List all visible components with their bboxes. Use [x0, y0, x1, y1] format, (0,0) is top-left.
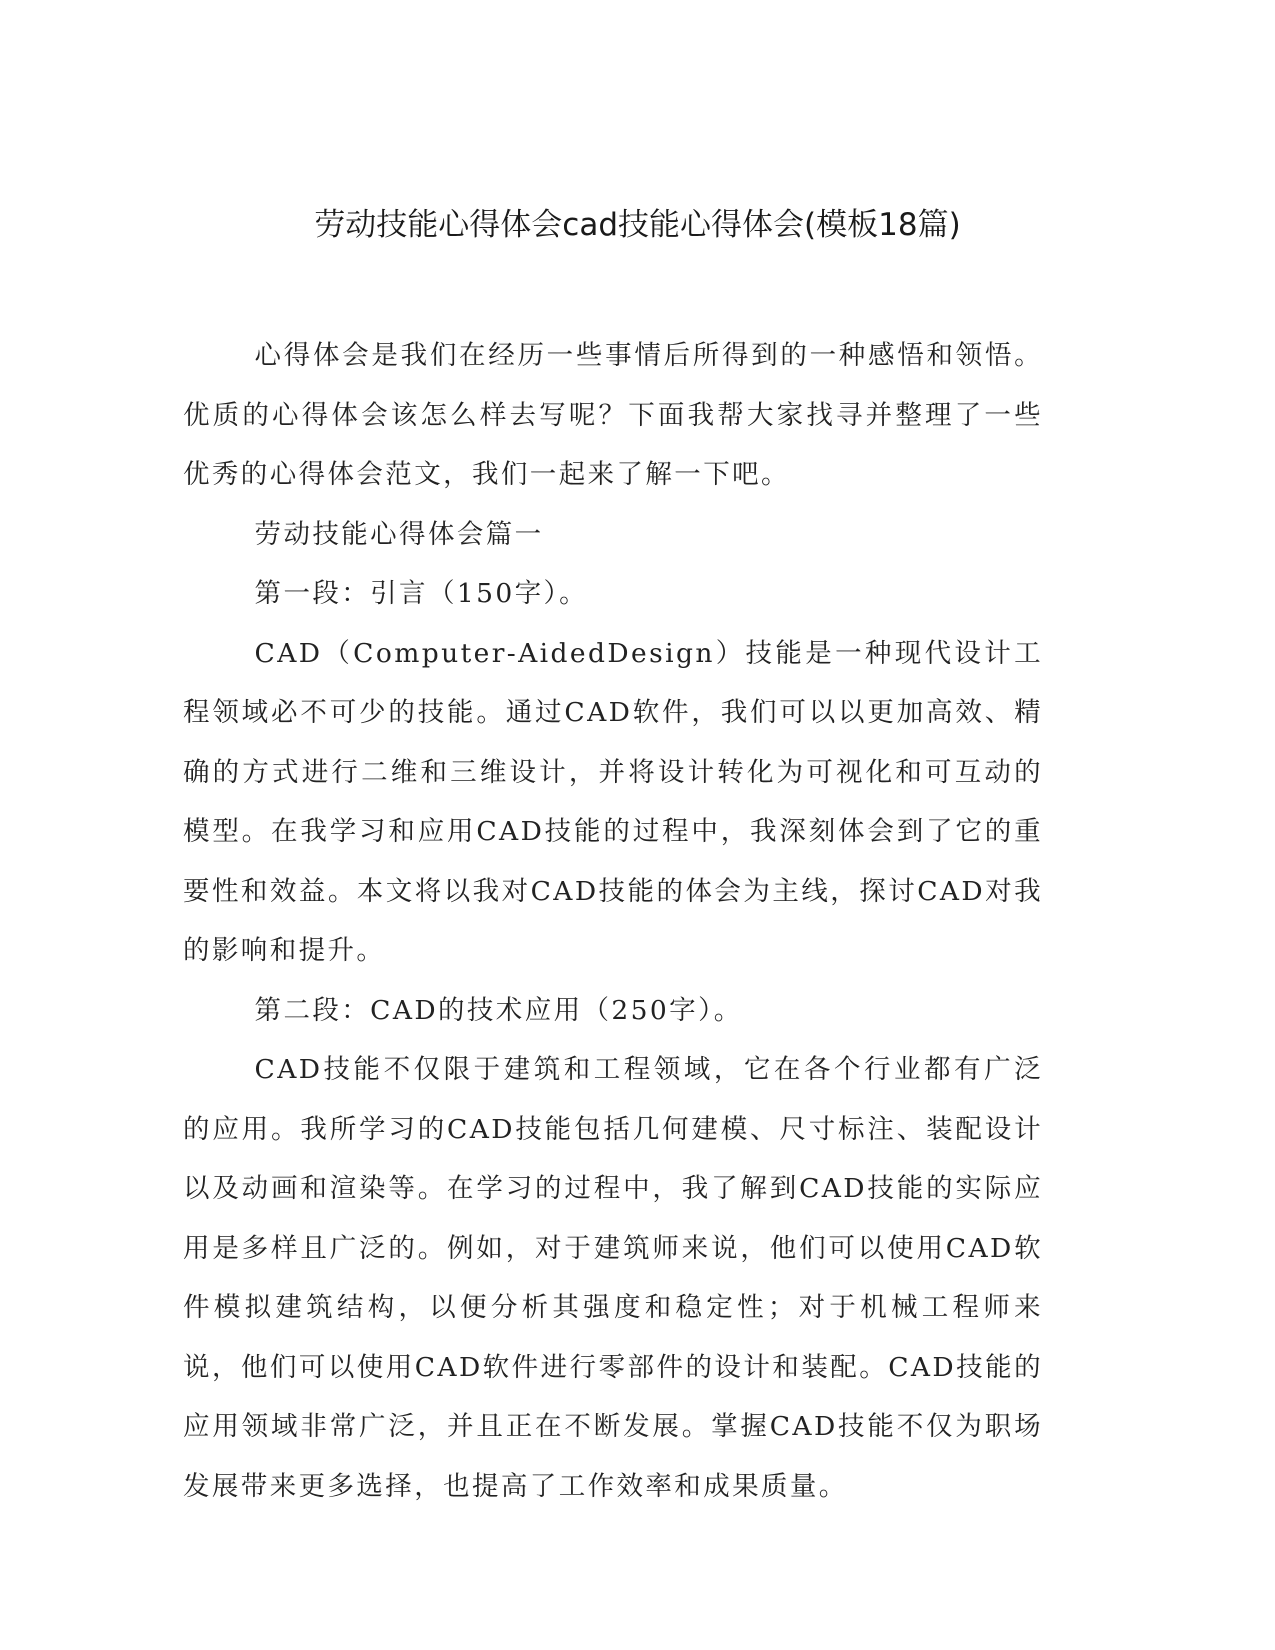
subsection-heading: 第一段：引言（150字）。	[254, 578, 589, 609]
intro-paragraph: 心得体会是我们在经历一些事情后所得到的一种感悟和领悟。优质的心得体会该怎么样去写呢？下面我帮大家找寻并整理了一些优秀的心得体会范文，我们一起来了解一下吧。	[183, 340, 1043, 490]
document-body	[183, 326, 1043, 1516]
document-title: 劳动技能心得体会cad技能心得体会(模板18篇)	[314, 207, 961, 243]
subsection-heading: 第二段：CAD的技术应用（250字）。	[254, 994, 743, 1026]
body-paragraph: CAD（Computer-AidedDesign）技能是一种现代设计工程领域必不可少的技能。通过CAD软件，我们可以以更加高效、精确的方式进行二维和三维设计，并将设计转化为可视化和可互动的模型。在我学习和应用CAD技能的过程中，我深刻体会到了它的重要性和效益。本文将以我对CAD技能的体会为主线，探讨CAD对我的影响和提升。	[183, 637, 1043, 966]
section-heading: 劳动技能心得体会篇一	[254, 518, 544, 550]
body-paragraph: CAD技能不仅限于建筑和工程领域，它在各个行业都有广泛的应用。我所学习的CAD技能包括几何建模、尺寸标注、装配设计以及动画和渲染等。在学习的过程中，我了解到CAD技能的实际应用是多样且广泛的。例如，对于建筑师来说，他们可以使用CAD软件模拟建筑结构，以便分析其强度和稳定性；对于机械工程师来说，他们可以使用CAD软件进行零部件的设计和装配。CAD技能的应用领域非常广泛，并且正在不断发展。掌握CAD技能不仅为职场发展带来更多选择，也提高了工作效率和成果质量。	[183, 1054, 1043, 1502]
